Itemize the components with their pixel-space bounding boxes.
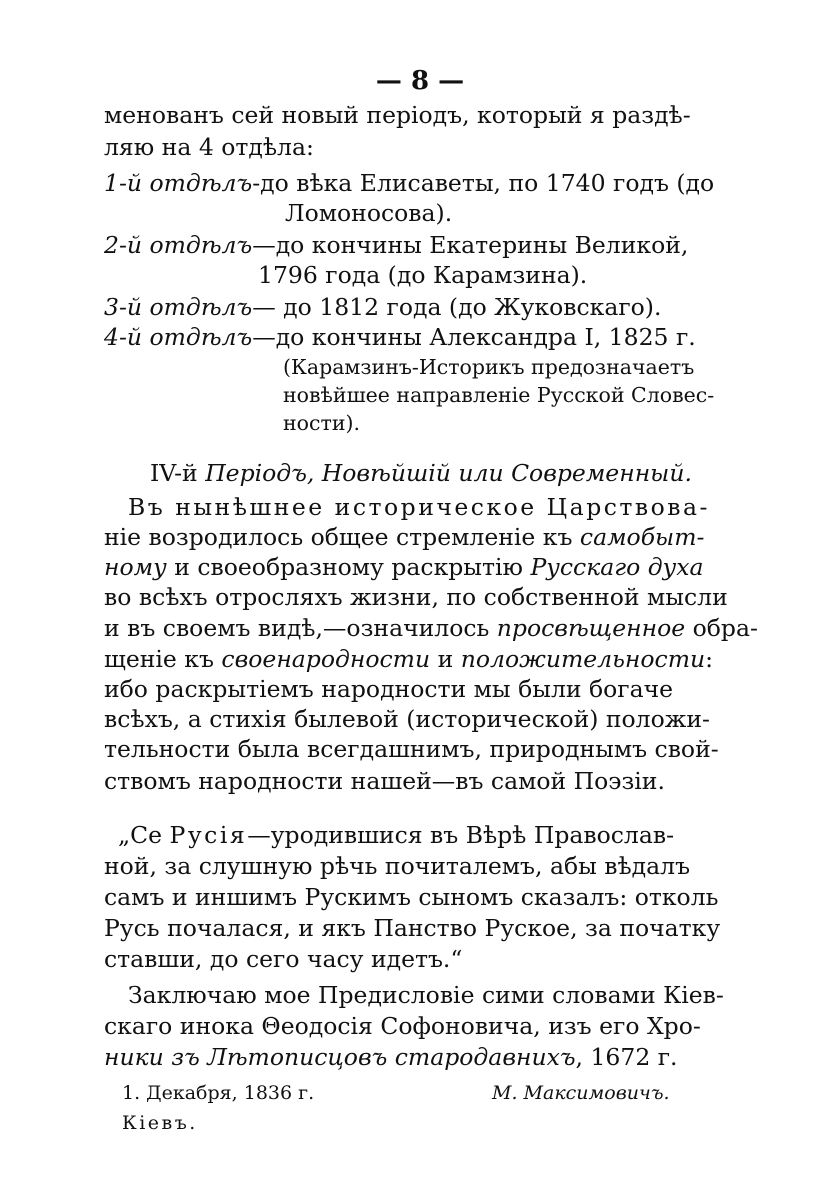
period-heading [150, 458, 692, 488]
text-line: и въ своемъ видѣ,—означилось просвѣщенное обра- [104, 614, 758, 642]
section-text: -до вѣка Елисаветы, по 1740 годъ (до [252, 169, 715, 197]
heading-title: Перiодъ, Новѣйшiй или Современный. [205, 459, 692, 487]
text-line: щенiе къ своенародности и положительности: [104, 645, 714, 673]
quote-line: Русь почалася, и якъ Панство Руское, за початку [104, 914, 721, 942]
section-text: — до 1812 года (до Жуковскаго). [252, 293, 662, 321]
note-line: ности). [283, 411, 361, 435]
text-line: скаго инока Θеодосiя Софоновича, изъ его Хро- [104, 1012, 701, 1040]
text-line: тельности была всегдашнимъ, природнымъ свой- [104, 735, 719, 763]
text-line: всѣхъ, а стихiя былевой (исторической) положи- [104, 705, 710, 733]
text-line: ствомъ народности нашей—въ самой Поэзiи. [104, 767, 665, 795]
section-text: —до кончины Александра I, 1825 г. [252, 323, 696, 351]
section-label: 3-й отдѣлъ [104, 293, 253, 321]
section-1 [104, 168, 714, 198]
text-line: во всѣхъ отросляхъ жизни, по собственной мысли [104, 583, 728, 611]
section-1-continued: Ломоносова). [285, 199, 453, 227]
section-4 [104, 322, 696, 352]
signature-author: М. Максимовичъ. [492, 1082, 670, 1104]
quote-line: ставши, до сего часу идетъ.“ [104, 945, 463, 973]
section-label: 4-й отдѣлъ [104, 323, 253, 351]
heading-prefix: IV-й [150, 459, 198, 487]
text-line: нiе возродилось общее стремленiе къ самобыт- [104, 523, 705, 551]
signature-place: Кiевъ. [122, 1112, 198, 1134]
text-line: ники зъ Лѣтописцовъ стародавнихъ, 1672 г. [104, 1043, 678, 1071]
text-line: ному и своеобразному раскрытiю Русскаго духа [104, 553, 704, 581]
quote-line: „Се Русiя—уродившися въ Вѣрѣ Православ- [118, 821, 675, 849]
text-line: менованъ сей новый перiодъ, который я раздѣ- [104, 101, 691, 129]
section-2-continued: 1796 года (до Карамзина). [258, 261, 588, 289]
section-label: 1-й отдѣлъ [104, 169, 253, 197]
section-3 [104, 292, 661, 322]
section-label: 2-й отдѣлъ [104, 231, 253, 259]
text-line: ибо раскрытiемъ народности мы были богаче [104, 675, 674, 703]
text-line: ляю на 4 отдѣла: [104, 133, 314, 161]
section-text: —до кончины Екатерины Великой, [252, 231, 689, 259]
quote-line: ной, за слушную рѣчь почиталемъ, абы вѣдалъ [104, 852, 691, 880]
text-line: Въ нынѣшнее историческое Царствова- [128, 493, 710, 521]
note-line: новѣйшее направленiе Русской Словес- [283, 383, 715, 407]
section-2 [104, 230, 688, 260]
page-number: — 8 — [375, 66, 465, 96]
signature-date: 1. Декабря, 1836 г. [122, 1082, 315, 1104]
text-line: Заключаю мое Предисловiе сими словами Кiев- [128, 981, 724, 1009]
quote-line: самъ и иншимъ Рускимъ сыномъ сказалъ: отколь [104, 883, 719, 911]
note-line: (Карамзинъ-Историкъ предозначаетъ [283, 355, 695, 379]
